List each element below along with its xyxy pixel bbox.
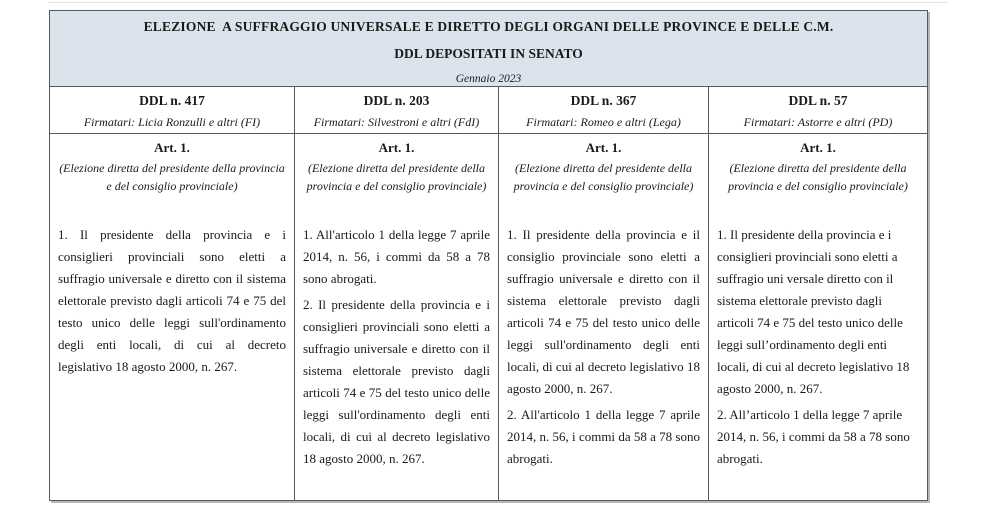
table-date: Gennaio 2023 [455, 73, 522, 85]
column-body [709, 134, 927, 500]
article-subtitle: (Elezione diretta del presidente della provincia e del consiglio provinciale) [306, 161, 487, 193]
article-subtitle: (Elezione diretta del presidente della provincia e del consiglio provinciale) [513, 161, 694, 193]
column-body [295, 134, 498, 500]
article-title: Art. 1. [154, 140, 190, 155]
table-subtitle: DDL DEPOSITATI IN SENATO [394, 46, 583, 61]
ddl-signatories: Firmatari: Licia Ronzulli e altri (FI) [83, 115, 261, 129]
article-paragraph: 1. Il presidente della provincia e i consiglieri provinciali sono eletti a suffragio uni versale diretto con il sistema elettorale previsto dagli articoli 74 e 75 del testo unico delle leggi sull’ordinamento degli enti locali, di cui al decreto legislativo 18 agosto 2000, n. 267. [717, 227, 910, 396]
article-paragraph: 2. All'articolo 1 della legge 7 aprile 2014, n. 56, i commi da 58 a 78 sono abrogati. [507, 407, 700, 466]
ddl-column-57 [708, 87, 927, 500]
cropped-edge-artifact [48, 2, 948, 3]
article-paragraph: 2. All’articolo 1 della legge 7 aprile 2014, n. 56, i commi da 58 a 78 sono abrogati. [717, 407, 910, 466]
article-title: Art. 1. [378, 140, 415, 155]
ddl-signatories: Firmatari: Romeo e altri (Lega) [526, 115, 681, 129]
article-title: Art. 1. [585, 140, 622, 155]
ddl-column-203 [294, 87, 498, 500]
article-text [58, 224, 286, 378]
ddl-number: DDL n. 417 [139, 93, 205, 108]
article-text [303, 224, 490, 470]
table-title: ELEZIONE A SUFFRAGGIO UNIVERSALE E DIRETTO DEGLI ORGANI DELLE PROVINCE E DELLE C.M. [143, 19, 834, 34]
ddl-number: DDL n. 57 [788, 93, 848, 108]
ddl-comparison-table [49, 10, 928, 501]
ddl-signatories: Firmatari: Silvestroni e altri (FdI) [313, 115, 480, 129]
ddl-column-367 [498, 87, 708, 500]
article-text [507, 224, 700, 470]
ddl-column-417 [50, 87, 294, 500]
column-body [499, 134, 708, 500]
ddl-columns [50, 87, 927, 500]
article-paragraph: 1. All'articolo 1 della legge 7 aprile 2014, n. 56, i commi da 58 a 78 sono abrogati. [303, 227, 490, 286]
column-header [499, 87, 708, 134]
column-header [709, 87, 927, 134]
article-subtitle: (Elezione diretta del presidente della provincia e del consiglio provinciale) [59, 161, 285, 193]
article-paragraph: 2. Il presidente della provincia e i consiglieri provinciali sono eletti a suffragio universale e diretto con il sistema elettorale previsto dagli articoli 74 e 75 del testo unico delle leggi sull'ordinamento degli enti locali, di cui al decreto legislativo 18 agosto 2000, n. 267. [303, 297, 490, 466]
column-header [295, 87, 498, 134]
table-header-band [50, 11, 927, 87]
ddl-number: DDL n. 367 [570, 93, 637, 108]
column-header [50, 87, 294, 134]
article-text [717, 224, 919, 470]
article-paragraph: 1. Il presidente della provincia e il consiglio provinciale sono eletti a suffragio universale e diretto con il sistema elettorale previsto dagli articoli 74 e 75 del testo unico delle leggi sull'ordinamento degli enti locali, di cui al decreto legislativo 18 agosto 2000, n. 267. [507, 227, 700, 396]
ddl-number: DDL n. 203 [363, 93, 430, 108]
column-body [50, 134, 294, 500]
article-subtitle: (Elezione diretta del presidente della provincia e del consiglio provinciale) [728, 161, 908, 193]
ddl-signatories: Firmatari: Astorre e altri (PD) [743, 115, 893, 129]
article-title: Art. 1. [800, 140, 836, 155]
article-paragraph: 1. Il presidente della provincia e i consiglieri provinciali sono eletti a suffragio universale e diretto con il sistema elettorale previsto dagli articoli 74 e 75 del testo unico delle leggi sull'ordinamento degli enti locali, di cui al decreto legislativo 18 agosto 2000, n. 267. [58, 227, 286, 374]
